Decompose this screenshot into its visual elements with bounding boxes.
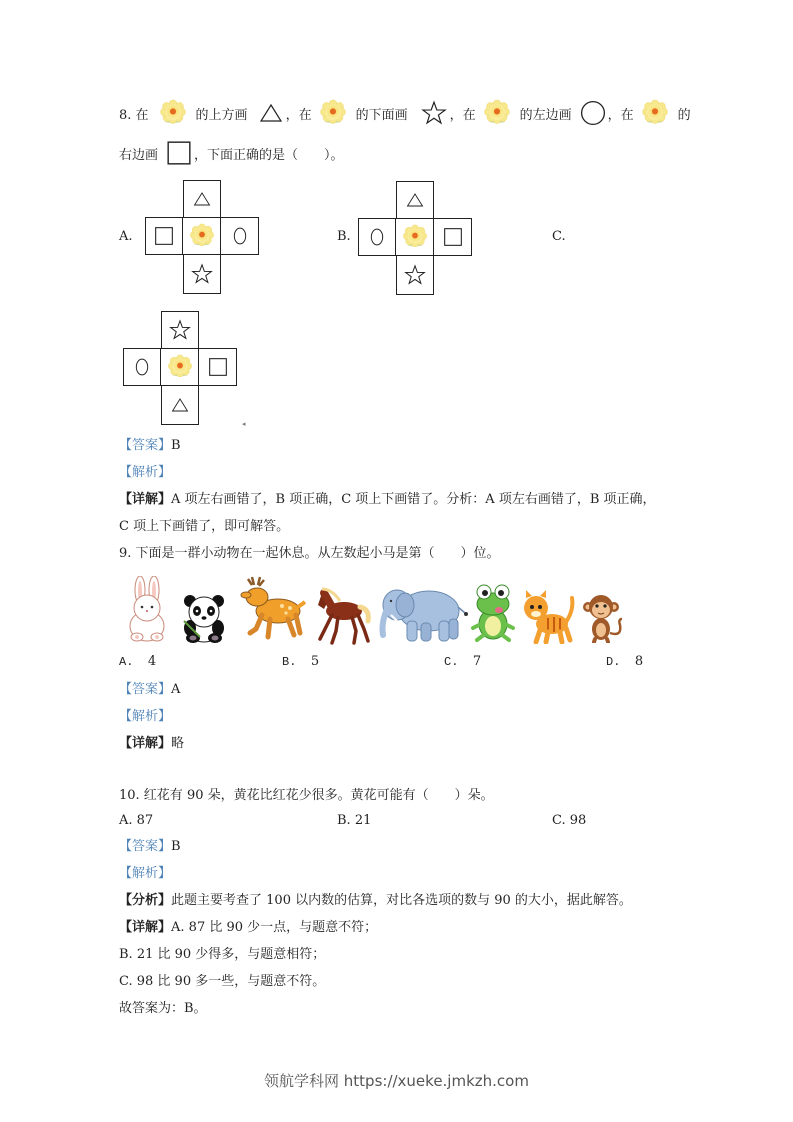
q10-detail-b: B. 21 比 90 少得多，与题意相符； bbox=[119, 947, 326, 962]
answer-value: A bbox=[171, 682, 181, 697]
q9-option-d bbox=[606, 654, 643, 669]
tiger-cat-icon bbox=[520, 590, 578, 644]
grid-cell-right bbox=[220, 217, 259, 255]
square-icon bbox=[166, 140, 192, 166]
triangle-icon bbox=[406, 192, 424, 208]
grid-cell-center bbox=[160, 348, 199, 386]
star-icon bbox=[169, 319, 191, 341]
q10-detail-c: C. 98 比 90 多一些，与题意不符。 bbox=[119, 974, 326, 989]
q8-text: ，在 bbox=[449, 107, 476, 123]
q8-option-c-label: C. bbox=[552, 229, 566, 244]
grid-cell-bottom bbox=[183, 254, 221, 294]
grid-cell-right bbox=[198, 348, 237, 386]
flower-icon bbox=[482, 98, 512, 128]
flower-icon bbox=[640, 98, 670, 128]
flower-icon bbox=[318, 98, 348, 128]
q8-text: ，下面正确的是（ ）。 bbox=[194, 147, 344, 163]
flower-icon bbox=[166, 352, 194, 382]
flower-icon bbox=[401, 222, 429, 252]
option-label: C. bbox=[444, 655, 459, 669]
option-label: D. bbox=[606, 655, 621, 669]
q10-analysis-label: 【解析】 bbox=[119, 866, 172, 881]
q10-analysis bbox=[119, 892, 632, 910]
q9-option-a bbox=[119, 654, 156, 669]
ellipse-icon bbox=[370, 227, 384, 247]
q9-question: 9. 下面是一群小动物在一起休息。从左数起小马是第（ ）位。 bbox=[119, 546, 500, 561]
q9-answer bbox=[119, 681, 180, 699]
q8-option-a-label: A. bbox=[119, 229, 133, 244]
q8-text: 8. 在 bbox=[119, 107, 149, 123]
option-label: A. bbox=[119, 655, 134, 669]
q8-text: ，在 bbox=[607, 107, 634, 123]
grid-cell-bottom bbox=[161, 385, 199, 425]
monkey-icon bbox=[580, 593, 626, 643]
grid-cell-center bbox=[395, 218, 434, 256]
answer-value: B bbox=[171, 438, 181, 453]
q8-option-b-label: B. bbox=[337, 229, 351, 244]
q10-conclusion: 故答案为：B。 bbox=[119, 1001, 207, 1016]
q10-option-b: B. 21 bbox=[337, 813, 372, 828]
grid-cell-top bbox=[161, 311, 199, 349]
triangle-icon bbox=[171, 397, 189, 413]
option-label: B. bbox=[282, 655, 297, 669]
option-value: 5 bbox=[310, 654, 320, 669]
answer-label: 【答案】 bbox=[119, 839, 172, 854]
q8-text: 的上方画 bbox=[195, 107, 248, 123]
ellipse-icon bbox=[135, 357, 149, 377]
q8-text: 的下面画 bbox=[355, 107, 408, 123]
q10-option-c: C. 98 bbox=[552, 813, 587, 828]
elephant-icon bbox=[377, 583, 469, 645]
answer-value: B bbox=[171, 839, 181, 854]
triangle-icon bbox=[193, 191, 211, 207]
grid-cell-right bbox=[433, 218, 472, 256]
detail-text: A. 87 比 90 少一点，与题意不符； bbox=[171, 920, 378, 935]
star-icon bbox=[404, 264, 426, 286]
q9-option-c bbox=[444, 654, 481, 669]
q10-detail bbox=[119, 919, 377, 937]
square-icon bbox=[208, 357, 228, 377]
grid-cell-top bbox=[396, 181, 434, 219]
q8-line1 bbox=[119, 98, 691, 128]
q8-text: 的左边画 bbox=[519, 107, 572, 123]
q10-option-a: A. 87 bbox=[119, 813, 154, 828]
q8-line2 bbox=[119, 140, 344, 166]
detail-label: 【详解】 bbox=[119, 736, 172, 751]
q8-detail bbox=[119, 491, 656, 509]
small-marker-icon: ◂ bbox=[242, 420, 246, 428]
q8-answer bbox=[119, 437, 181, 455]
rabbit-icon bbox=[124, 576, 170, 644]
flower-icon bbox=[188, 221, 216, 251]
q9-detail bbox=[119, 735, 184, 753]
analysis-text: 此题主要考查了 100 以内数的估算，对比各选项的数与 90 的大小，据此解答。 bbox=[171, 893, 632, 908]
q8-text: 右边画 bbox=[119, 147, 159, 163]
grid-cell-bottom bbox=[396, 255, 434, 295]
panda-icon bbox=[180, 593, 228, 643]
footer-watermark: 领航学科网 https://xueke.jmkzh.com bbox=[264, 1072, 529, 1090]
answer-label: 【答案】 bbox=[119, 682, 172, 697]
grid-cell-top bbox=[183, 180, 221, 218]
horse-icon bbox=[310, 583, 372, 645]
detail-label: 【详解】 bbox=[119, 492, 172, 507]
q8-detail-line2: C 项上下画错了，即可解答。 bbox=[119, 519, 290, 534]
grid-cell-left bbox=[358, 218, 396, 256]
detail-label: 【详解】 bbox=[119, 920, 172, 935]
q8-text: 的 bbox=[677, 107, 691, 123]
star-icon bbox=[191, 263, 213, 285]
analysis-label: 【分析】 bbox=[119, 893, 172, 908]
detail-text: 略 bbox=[171, 736, 185, 751]
triangle-icon bbox=[258, 103, 284, 123]
square-icon bbox=[154, 226, 174, 246]
star-icon bbox=[420, 100, 448, 126]
grid-cell-left bbox=[123, 348, 161, 386]
q10-answer bbox=[119, 838, 181, 856]
frog-icon bbox=[469, 582, 517, 644]
option-value: 8 bbox=[634, 654, 644, 669]
ellipse-icon bbox=[233, 226, 247, 246]
answer-label: 【答案】 bbox=[119, 438, 172, 453]
q8-analysis-label: 【解析】 bbox=[119, 465, 172, 480]
deer-icon bbox=[238, 575, 306, 643]
detail-text: A 项左右画错了，B 项正确，C 项上下画错了。分析：A 项左右画错了，B 项正确， bbox=[171, 492, 656, 507]
q9-option-b bbox=[282, 654, 319, 669]
grid-cell-center bbox=[182, 217, 221, 255]
q10-question: 10. 红花有 90 朵，黄花比红花少很多。黄花可能有（ ）朵。 bbox=[119, 788, 494, 803]
option-value: 7 bbox=[472, 654, 482, 669]
grid-cell-left bbox=[145, 217, 183, 255]
q8-text: ，在 bbox=[285, 107, 312, 123]
flower-icon bbox=[158, 98, 188, 128]
option-value: 4 bbox=[147, 654, 157, 669]
square-icon bbox=[443, 227, 463, 247]
q9-analysis-label: 【解析】 bbox=[119, 709, 172, 724]
circle-icon bbox=[580, 100, 606, 126]
